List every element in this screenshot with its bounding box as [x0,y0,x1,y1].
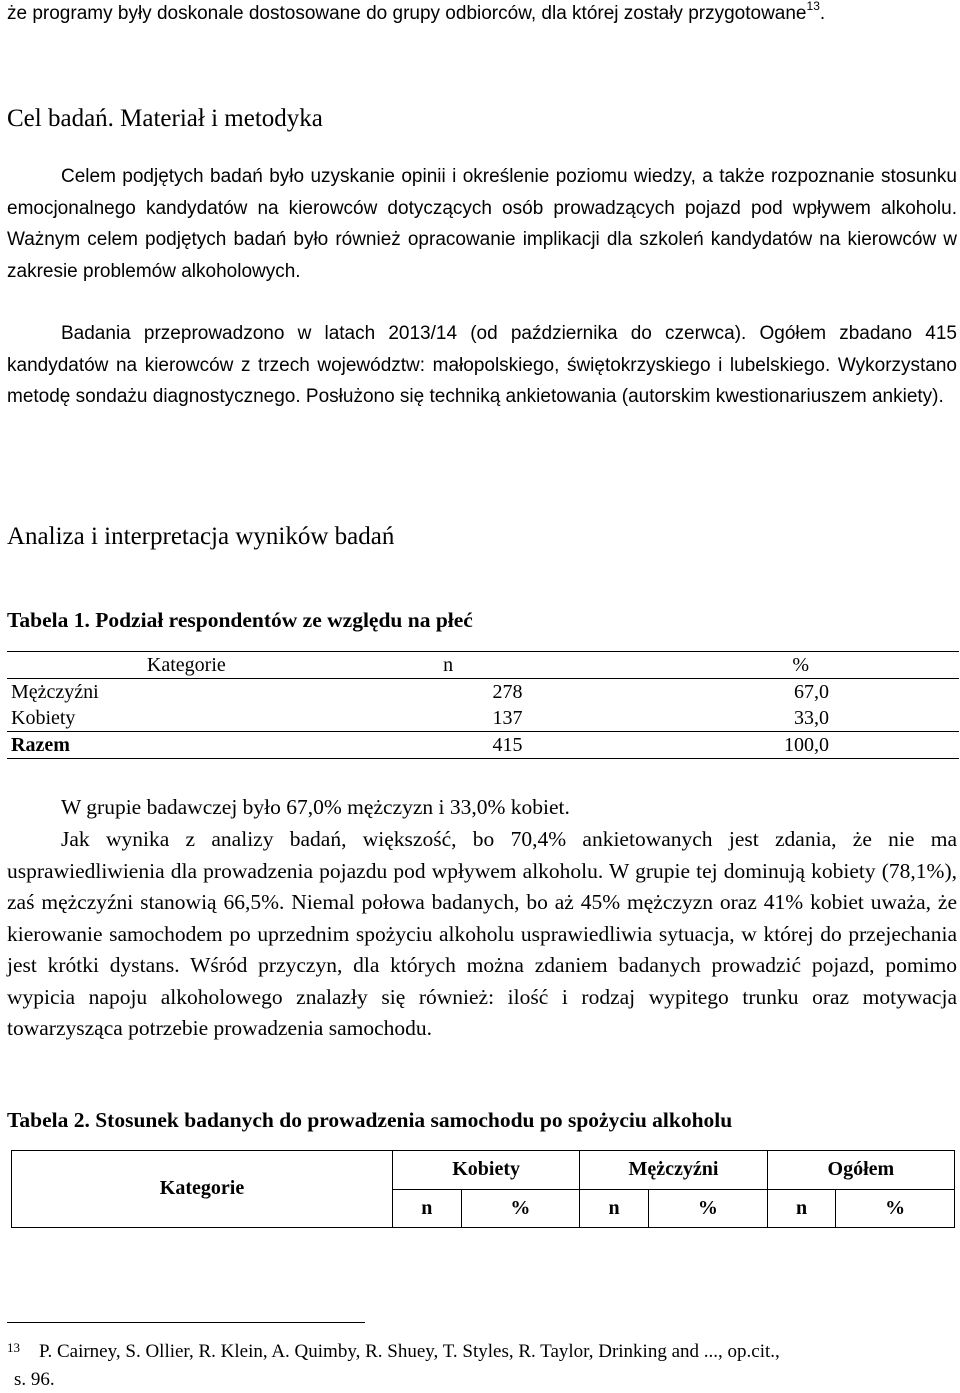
results-paragraph-2: Jak wynika z analizy badań, większość, bo 70,4% ankietowanych jest zdania, że nie ma usprawiedliwienia dla prowadzenia pojazdu pod wpływem alkoholu. W grupie tej dominują kobiety (78,1%), zaś mężczyźni stanowią 66,5%. Niemal połowa badanych, bo aż 45% mężczyzn oraz 41% kobiet uważa, że kierowanie samochodem po uprzednim spożyciu alkoholu usprawiedliwia sytuacja, w której do przejechania jest krótki dystans. Wśród przyczyn, dla których można zdaniem badanych prowadzić pojazd, pomimo wypicia napoju alkoholowego znalazły się również: ilość i rodzaj wypitego trunku oraz motywacja towarzysząca potrzebie prowadzenia samochodu. [7,827,957,1040]
footnote-separator [7,1322,365,1323]
subheader-cell: % [648,1189,767,1228]
table-cell: 137 [492,707,523,729]
table-row-total [7,732,959,759]
table-cell: Razem [7,732,290,759]
footnote-text: P. Cairney, S. Ollier, R. Klein, A. Quimby, R. Shuey, T. Styles, R. Taylor, Drinking and ..., op.cit., [39,1341,780,1362]
table1-caption-text: Podział respondentów ze względu na płeć [95,608,473,632]
results-paragraph-1: W grupie badawczej było 67,0% mężczyzn i 33,0% kobiet. [61,795,570,819]
header-cell: Kategorie [12,1151,393,1228]
header-cell: Kobiety [393,1151,580,1190]
table-cell: 67,0 [794,681,829,703]
section-heading-methods: Cel badań. Materiał i metodyka [7,105,323,132]
footnote-ref[interactable]: 13 [806,0,820,13]
table-cell: Mężczyźni [11,681,99,703]
gender-table [7,651,959,759]
table2-caption [7,1105,957,1137]
subheader-cell: % [836,1189,955,1228]
table-cell: 415 [290,732,547,759]
footnote-text-continued: s. 96. [14,1369,55,1390]
table-cell: Kobiety [11,707,76,729]
subheader-cell: n [393,1189,462,1228]
header-cell: Ogółem [767,1151,954,1190]
table1-caption-number: Tabela 1. [7,608,90,632]
attitude-table [11,1150,955,1228]
subheader-cell: n [767,1189,836,1228]
header-cell: Kategorie [7,652,290,679]
table2-caption-text: Stosunek badanych do prowadzenia samochodu po spożyciu alkoholu [95,1108,733,1132]
subheader-cell: n [580,1189,649,1228]
table-header-row [12,1151,955,1190]
table1-caption [7,605,957,637]
table-row [7,679,959,706]
subheader-cell: % [461,1189,580,1228]
table-cell: 100,0 [546,732,959,759]
intro-text: że programy były doskonale dostosowane do grupy odbiorców, dla której zostały przygotowane [7,3,807,24]
methods-paragraph-2: Badania przeprowadzono w latach 2013/14 (od października do czerwca). Ogółem zbadano 415 kandydatów na kierowców z trzech województw: małopolskiego, świętokrzyskiego i lubelskiego. Wykorzystano metodę sondażu diagnostycznego. Posłużono się techniką ankietowania (autorskim kwestionariuszem ankiety). [7,323,957,407]
header-cell: Mężczyźni [580,1151,768,1190]
header-cell: % [546,652,959,679]
section-heading-analysis: Analiza i interpretacja wyników badań [7,523,395,550]
table-header-row [7,652,959,679]
header-cell: n [290,652,547,679]
methods-paragraph-1: Celem podjętych badań było uzyskanie opinii i określenie poziomu wiedzy, a także rozpoznanie stosunku emocjonalnego kandydatów na kierowców dotyczących osób prowadzących pojazd pod wpływem alkoholu. Ważnym celem podjętych badań było również opracowanie implikacji dla szkoleń kandydatów na kierowców w zakresie problemów alkoholowych. [7,166,957,282]
table-cell: 33,0 [794,707,829,729]
table-cell: 278 [492,681,523,703]
footnote-number: 13 [7,1340,20,1355]
table2-caption-number: Tabela 2. [7,1108,90,1132]
table-row [7,705,959,732]
intro-paragraph [7,0,957,30]
intro-end: . [819,3,826,24]
